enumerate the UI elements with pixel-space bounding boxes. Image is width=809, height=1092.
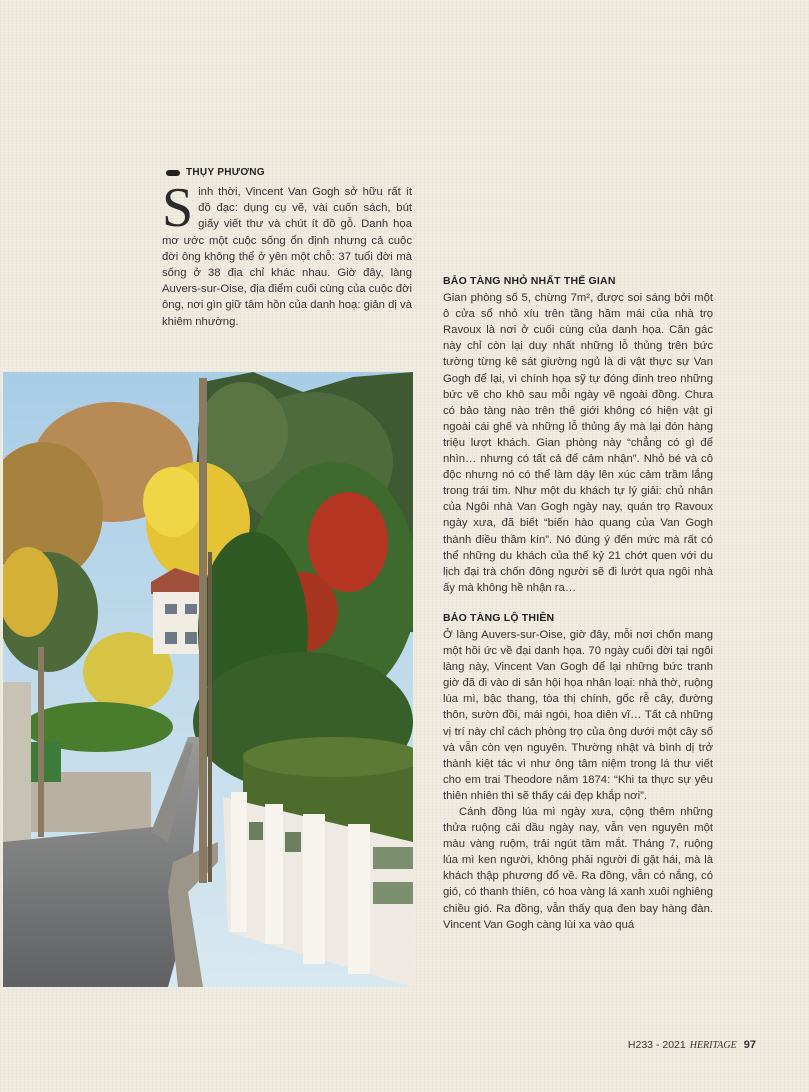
intro-text: inh thời, Vincent Van Gogh sở hữu rất ít đồ đạc: dụng cụ vẽ, vài cuốn sách, bút giấy viết thư và chút ít đồ gỗ. Danh họa mơ ước một cuộc sống ổn định nhưng cả cuộc đời ông không thể ở yên một chỗ: 37 tuổi đời mà sống ở 38 địa chỉ khác nhau. Giờ đây, làng Auvers-sur-Oise, địa điểm cuối cùng của cuộc đời ông, nơi gìn giữ tâm hồn của danh hoạ: giản dị và khiêm nhường. — [162, 186, 412, 328]
section-heading: BẢO TÀNG LỘ THIÊN — [443, 611, 555, 624]
page-number: 97 — [743, 1039, 756, 1051]
intro-paragraph — [162, 177, 412, 330]
byline-marker — [166, 170, 180, 176]
dropcap: S — [162, 177, 194, 239]
author-name: THỤY PHƯƠNG — [186, 167, 265, 178]
body-paragraph: Ở làng Auvers-sur-Oise, giờ đây, mỗi nơi chốn mang một hồi ức về đại danh họa. 70 ngày cuối đời tại ngôi làng này, Vincent Van Gogh để lại những bức tranh giờ đã đi vào di sản hội họa nhân loại: nhà thờ, ruộng lúa mì, bậc thang, tòa thị chính, gốc rễ cây, đường thôn, sườn đồi, mái ngói, hoa diên vĩ… Tất cả những vị trí này chỉ cách phòng trọ của ông dưới một cây số và vẫn còn vẹn nguyên. Thường nhật và bình dị trở thành kiệt tác vì như ông tâm niệm trong lá thư viết cho em trai Theodore năm 1874: “Khi ta thực sự yêu thiên nhiên thì sẽ thấy cái đẹp khắp nơi”. — [443, 628, 713, 802]
section-heading: BẢO TÀNG NHỎ NHẤT THẾ GIAN — [443, 275, 616, 287]
magazine-name: HERITAGE — [689, 1040, 737, 1051]
body-paragraph: Cánh đồng lúa mì ngày xưa, cộng thêm những thửa ruộng cải dầu ngày nay, vẫn vẹn nguyên một màu vàng ruộm, trải ngút tầm mắt. Tháng 7, ruộng lúa mì ken người, không phải người đi gặt hái, mà là khách thập phương đổ về. Ra đồng, vẫn có nắng, có gió, có thanh thiên, có hoa vàng lá xanh xuôi nghiêng chiều gió. Ra đồng, vẫn thấy quạ đen bay hàng đàn. Vincent Van Gogh càng lùi xa vào quá — [443, 806, 713, 931]
body-paragraph: Gian phòng số 5, chừng 7m², được soi sáng bởi một ô cửa sổ nhỏ xíu trên tầng hầm mái của nhà trọ Ravoux là nơi ở cuối cùng của danh họa. Căn gác này chỉ còn lại duy nhất những lỗ thủng trên bức tường từng kê sát giường ngủ là di vật thực sự Van Gogh để lại, vì chính họa sỹ tự đóng đinh treo những bức vẽ cho khô sau mỗi ngày vẽ ngoài đồng. Chưa có bảo tàng nào trên thế giới không có hiện vật gì ngoài cái ghế và những lỗ thủng ấy mà lại đón hàng triệu lượt khách. Gian phòng này “chẳng có gì để nhìn… nhưng có tất cả để cảm nhận”. Nhỏ bé và cô độc nhưng nó có thể làm dậy lên xúc cảm trầm lắng trong trái tim. Như một du khách tự lý giải: chủ nhân của Ngôi nhà Van Gogh ngày nay, quán trọ Ravoux ngày xưa, đã biết “biến hào quang của Van Gogh thành điều thầm kín”. Nó đúng ý đến mức mà rất có thể những du khách của thế kỷ 21 chớt quen với du lịch đại trà chốn đông người sẽ đi lướt qua ngôi nhà ấy mà không hề nhận ra… — [443, 292, 713, 594]
article-body — [443, 273, 713, 933]
issue-number: H233 - 2021 — [627, 1039, 686, 1051]
village-road-photo — [3, 372, 413, 987]
page-folio — [628, 1039, 756, 1051]
